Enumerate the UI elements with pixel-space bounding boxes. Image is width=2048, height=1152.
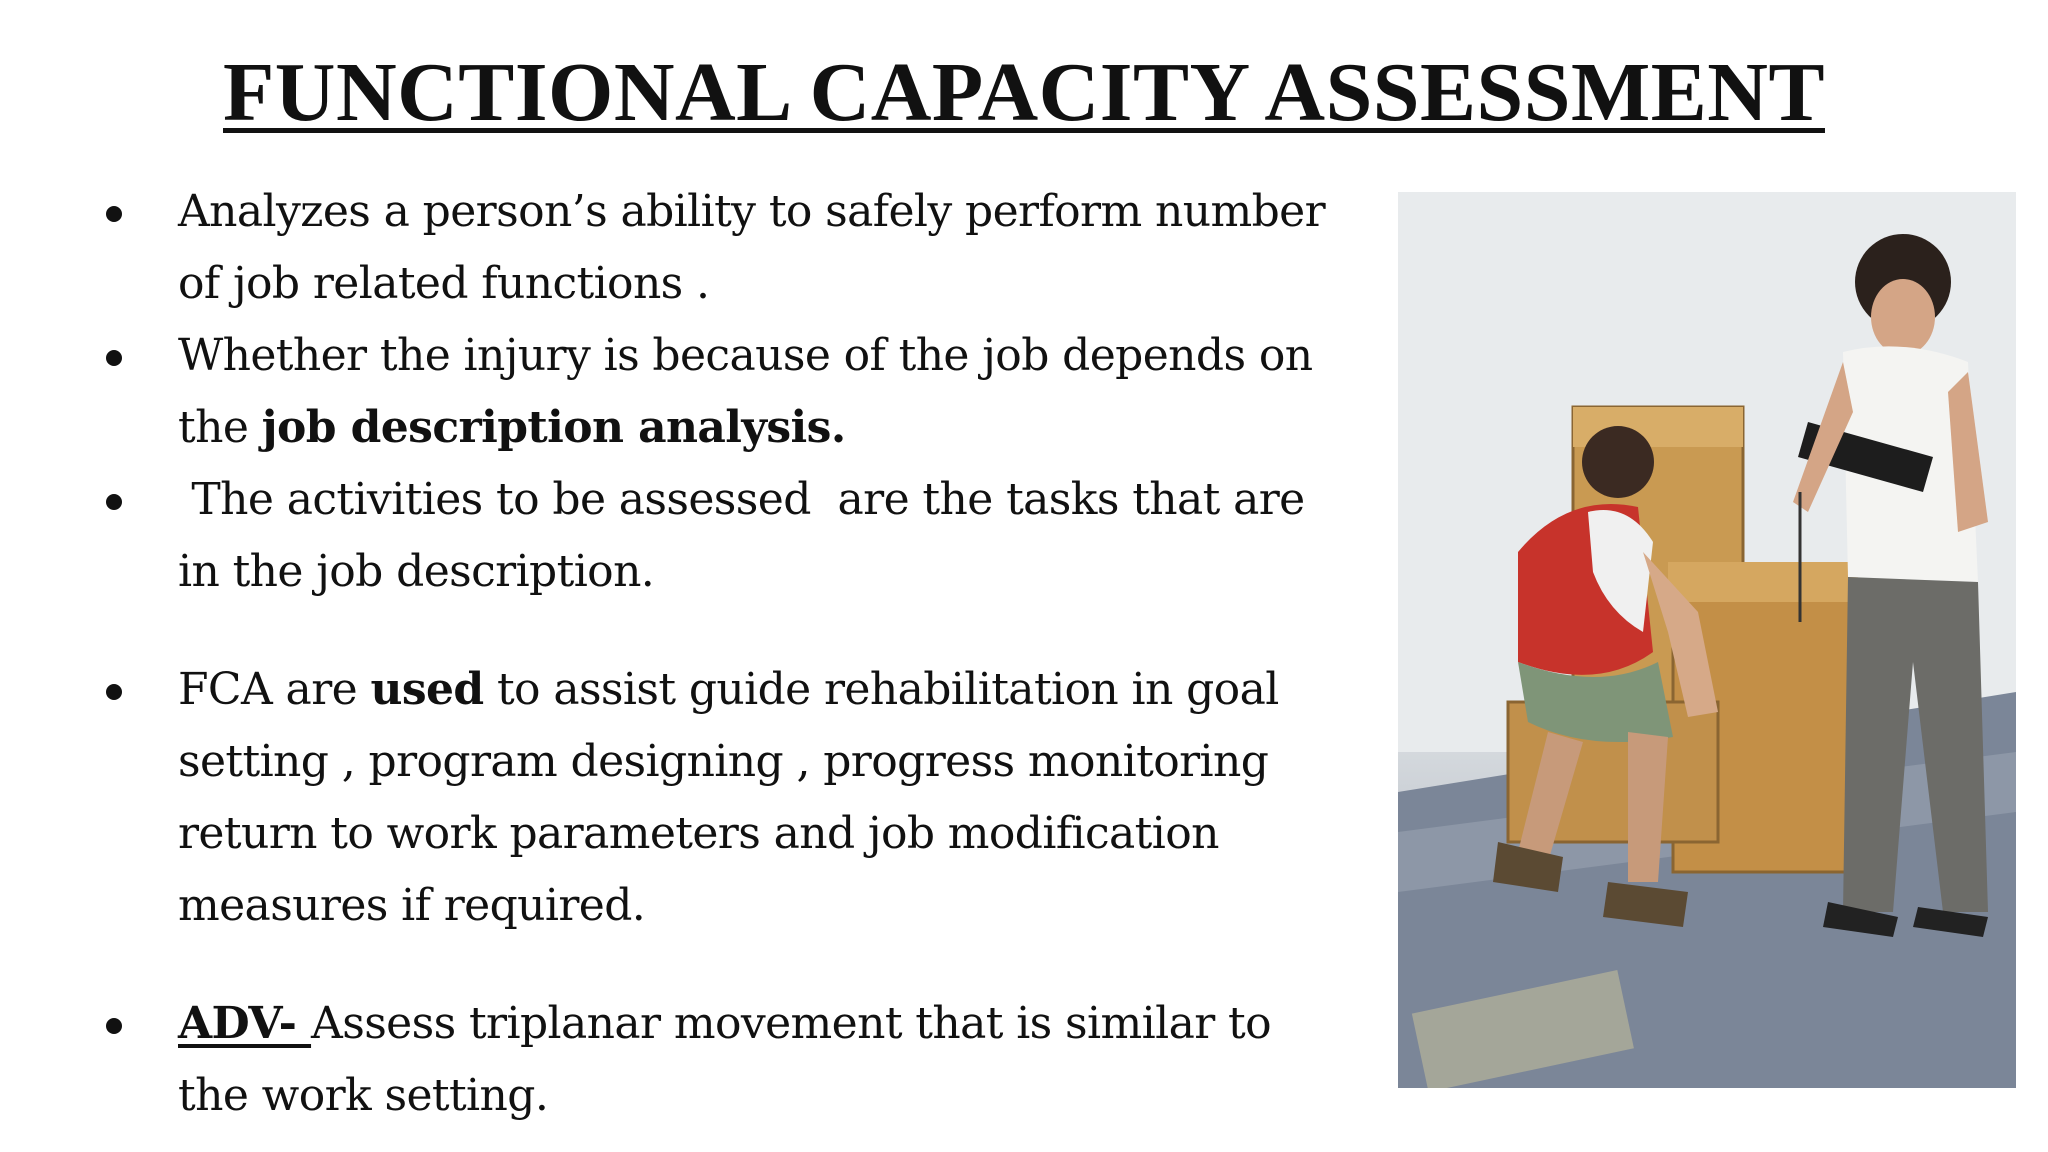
bullet-dot-icon: [106, 1018, 122, 1034]
bullet-text: Analyzes a person’s ability to safely perform number of job related functions .: [178, 186, 1326, 309]
bullet-item: [100, 320, 1330, 464]
slide-title: FUNCTIONAL CAPACITY ASSESSMENT: [223, 46, 1825, 139]
bullet-text: FCA are: [178, 664, 371, 715]
bullet-item: [100, 464, 1330, 608]
bullet-text: Assess triplanar movement that is similar to the work setting.: [178, 998, 1271, 1121]
bullet-bold-text: used: [370, 664, 484, 715]
bullet-bold-text: job description analysis.: [261, 402, 846, 453]
bullet-item: [100, 654, 1330, 942]
bullet-list: [100, 176, 1330, 1132]
bullet-text: The activities to be assessed are the tasks that are in the job description.: [178, 474, 1319, 597]
bullet-dot-icon: [106, 206, 122, 222]
bullet-dot-icon: [106, 350, 122, 366]
photo-illustration: [1398, 192, 2016, 1088]
bullet-text: to assist guide rehabilitation in goal setting , program designing , progress monitoring return to work parameters and job modification measures if required.: [178, 664, 1279, 931]
bullet-underlined-text: ADV-: [178, 998, 312, 1049]
assessment-photo: [1398, 192, 2016, 1088]
bullet-item: [100, 176, 1330, 320]
bullet-text: Whether the injury is because of the job depends on the: [178, 330, 1313, 453]
bullet-dot-icon: [106, 494, 122, 510]
bullet-item: [100, 988, 1330, 1132]
bullet-dot-icon: [106, 684, 122, 700]
